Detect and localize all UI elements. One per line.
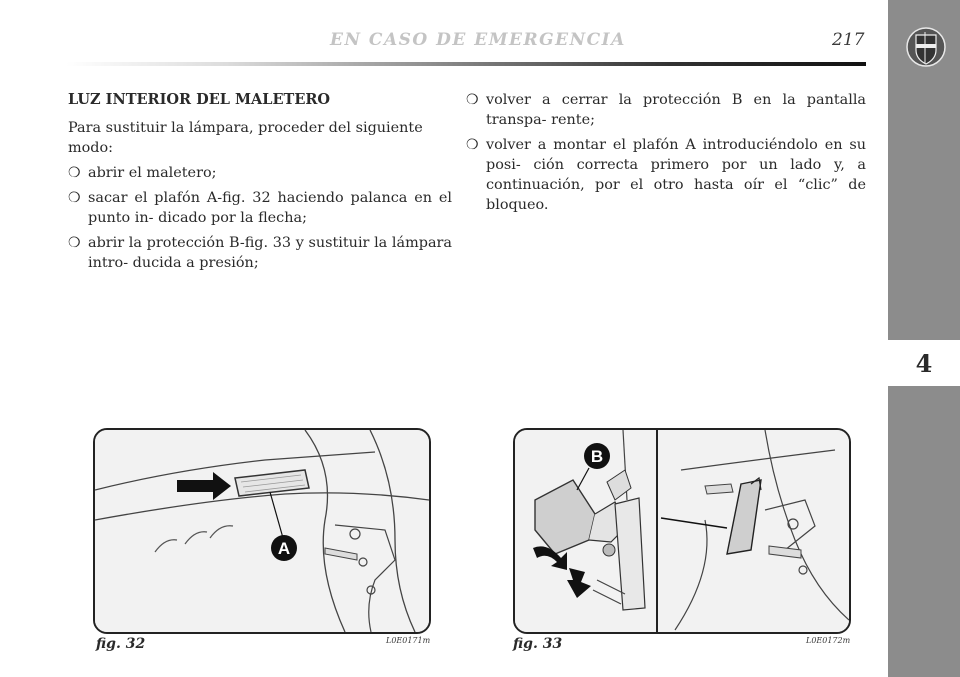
figure-32-illustration [93, 428, 431, 634]
page-number: 217 [832, 30, 865, 50]
callout-label-b: B [590, 447, 604, 466]
header-rule [66, 62, 866, 66]
section-heading: LUZ INTERIOR DEL MALETERO [68, 91, 331, 108]
chapter-side-tab [888, 0, 960, 677]
bullet-circle-icon: ❍ [68, 235, 81, 251]
list-item-text: volver a montar el plafón A introduciéndolo en su posi- ción correcta primero por un lado y, a continuación, por el otro hasta oír el “clic” de bloqueo. [486, 137, 866, 213]
lamp-replacement-drawing [515, 430, 849, 632]
lancia-shield-icon [906, 26, 946, 74]
figure-code: L0E0171m [386, 636, 431, 645]
figure-33-illustration [513, 428, 851, 634]
bullet-circle-icon: ❍ [68, 165, 81, 181]
bullet-circle-icon: ❍ [466, 92, 479, 108]
list-item-text: abrir la protección B-fig. 33 y sustituir la lámpara intro- ducida a presión; [88, 235, 452, 271]
list-item [466, 135, 866, 215]
list-item [466, 90, 866, 130]
figure-code: L0E0172m [806, 636, 851, 645]
trunk-light-removal-drawing [95, 430, 429, 632]
list-item-text: sacar el plafón A-fig. 32 haciendo palanca en el punto in- dicado por la flecha; [88, 190, 452, 226]
figure-caption: fig. 32 [96, 636, 146, 652]
callout-label-a: A [277, 539, 291, 558]
list-item [68, 163, 452, 183]
left-column [68, 90, 452, 278]
list-item [68, 188, 452, 228]
list-item-text: volver a cerrar la protección B en la pantalla transpa- rente; [486, 92, 866, 128]
chapter-tab-number[interactable]: 4 [888, 340, 960, 386]
intro-text: Para sustituir la lámpara, proceder del siguiente modo: [68, 120, 423, 156]
list-item [68, 233, 452, 273]
bullet-circle-icon: ❍ [68, 190, 81, 206]
list-item-text: abrir el maletero; [88, 165, 217, 181]
figure-caption: fig. 33 [513, 636, 563, 652]
right-column [466, 90, 866, 220]
page-section-title: EN CASO DE EMERGENCIA [330, 30, 626, 50]
bullet-circle-icon: ❍ [466, 137, 479, 153]
